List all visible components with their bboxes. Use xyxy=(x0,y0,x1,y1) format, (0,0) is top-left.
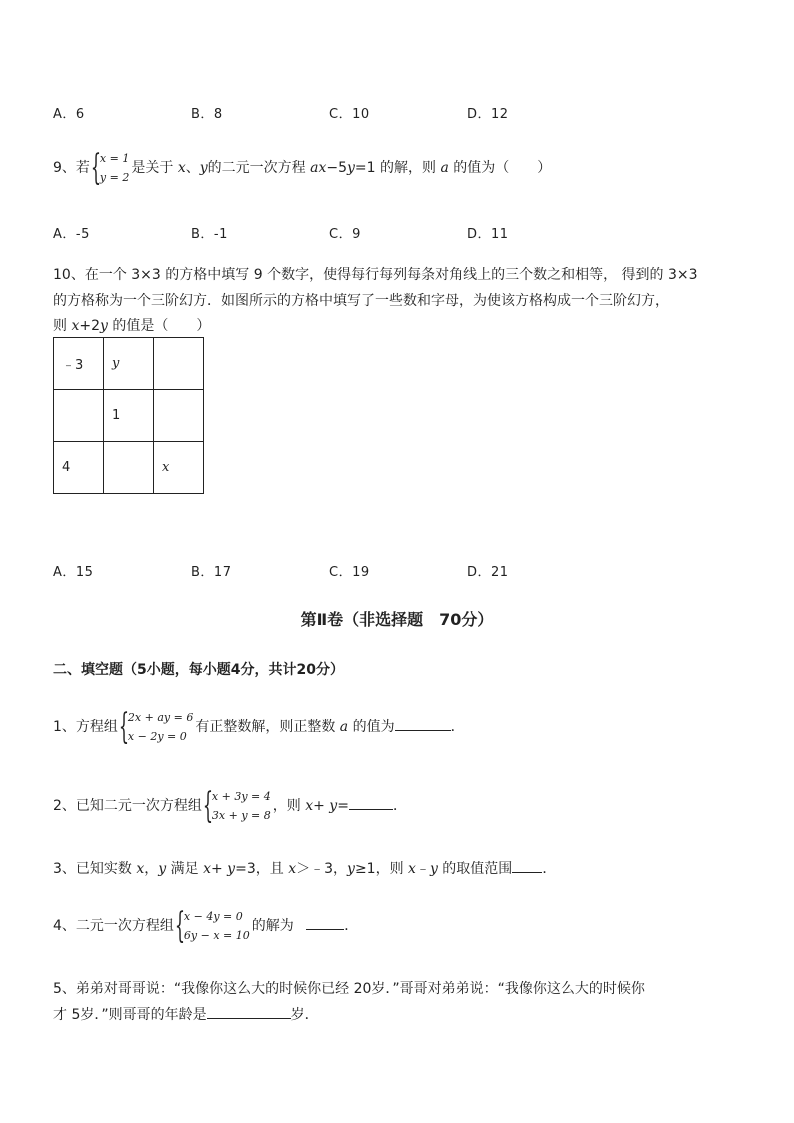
grid-cell xyxy=(154,338,204,390)
system-row-1: x − 4y = 0 xyxy=(183,910,243,923)
q9-option-b: B．-1 xyxy=(191,227,228,242)
fill-1-equation-system: { 2x + ay = 6 x − 2y = 0 xyxy=(118,705,194,747)
question-9-equation-system: { x = 1 y = 2 xyxy=(90,146,130,188)
system-row-2: y = 2 xyxy=(99,171,130,184)
part-2-title: 第Ⅱ卷（非选择题 70分） xyxy=(300,610,494,629)
grid-cell: 1 xyxy=(104,390,154,442)
system-row-2: x − 2y = 0 xyxy=(127,730,187,743)
grid-cell: ﹣3 xyxy=(54,338,104,390)
q10-option-d: D．21 xyxy=(467,565,509,580)
q8-option-a: A．6 xyxy=(53,107,85,122)
fill-question-5-line-1: 5、弟弟对哥哥说：“我像你这么大的时候你已经 20岁．”哥哥对弟弟说：“我像你这么大的时候你 xyxy=(53,981,645,997)
grid-cell: 4 xyxy=(54,442,104,494)
question-10-line-3: 则 x+2y 的值是（ ） xyxy=(53,318,211,334)
fill-question-2: 2、已知二元一次方程组 { x + 3y = 4 3x + y = 8 ，则 x+ y= ． xyxy=(53,784,407,826)
fill-question-4: 4、二元一次方程组 { x − 4y = 0 6y − x = 10 的解为 ． xyxy=(53,904,359,946)
system-row-2: 3x + y = 8 xyxy=(211,809,271,822)
section-2-title: 二、填空题（5小题，每小题4分，共计20分） xyxy=(53,662,344,678)
question-9-number: 9、若 xyxy=(53,160,90,176)
question-10-line-2: 的方格称为一个三阶幻方．如图所示的方格中填写了一些数和字母，为使该方格构成一个三阶幻方， xyxy=(53,293,669,309)
grid-cell xyxy=(154,390,204,442)
q8-option-b: B．8 xyxy=(191,107,223,122)
question-10-line-1: 10、在一个 3×3 的方格中填写 9 个数字，使得每行每列每条对角线上的三个数之和相等， 得到的 3×3 xyxy=(53,267,698,283)
answer-blank[interactable] xyxy=(207,1006,291,1019)
answer-blank[interactable] xyxy=(306,917,344,930)
system-row-1: 2x + ay = 6 xyxy=(127,711,194,724)
system-row-2: 6y − x = 10 xyxy=(183,929,250,942)
q9-option-c: C．9 xyxy=(329,227,361,242)
q9-option-a: A．-5 xyxy=(53,227,90,242)
fill-2-equation-system: { x + 3y = 4 3x + y = 8 xyxy=(202,784,271,826)
q9-option-d: D．11 xyxy=(467,227,509,242)
magic-square-grid xyxy=(53,337,204,494)
answer-blank[interactable] xyxy=(395,718,451,731)
grid-cell xyxy=(104,442,154,494)
grid-cell: x xyxy=(154,442,204,494)
fill-question-5-line-2: 才 5岁．”则哥哥的年龄是 岁． xyxy=(53,1007,319,1023)
answer-blank[interactable] xyxy=(349,797,393,810)
fill-question-3: 3、已知实数 x，y 满足 x+ y=3，且 x＞﹣3，y≥1，则 x﹣y 的取值范围 ． xyxy=(53,861,557,877)
q10-option-c: C．19 xyxy=(329,565,370,580)
q8-option-d: D．12 xyxy=(467,107,509,122)
grid-cell: y xyxy=(104,338,154,390)
system-row-1: x + 3y = 4 xyxy=(211,790,271,803)
fill-question-1: 1、方程组 { 2x + ay = 6 x − 2y = 0 有正整数解，则正整数 a 的值为 ． xyxy=(53,705,465,747)
system-row-1: x = 1 xyxy=(99,152,130,165)
grid-row xyxy=(54,390,204,442)
grid-row xyxy=(54,442,204,494)
grid-cell xyxy=(54,390,104,442)
question-9: 9、若 { x = 1 y = 2 是关于 x、y的二元一次方程 ax−5y=1 的解，则 a 的值为（ ） xyxy=(53,146,552,188)
q10-option-b: B．17 xyxy=(191,565,232,580)
q8-option-c: C．10 xyxy=(329,107,370,122)
answer-blank[interactable] xyxy=(512,860,542,873)
q10-option-a: A．15 xyxy=(53,565,94,580)
fill-4-equation-system: { x − 4y = 0 6y − x = 10 xyxy=(174,904,250,946)
grid-row xyxy=(54,338,204,390)
